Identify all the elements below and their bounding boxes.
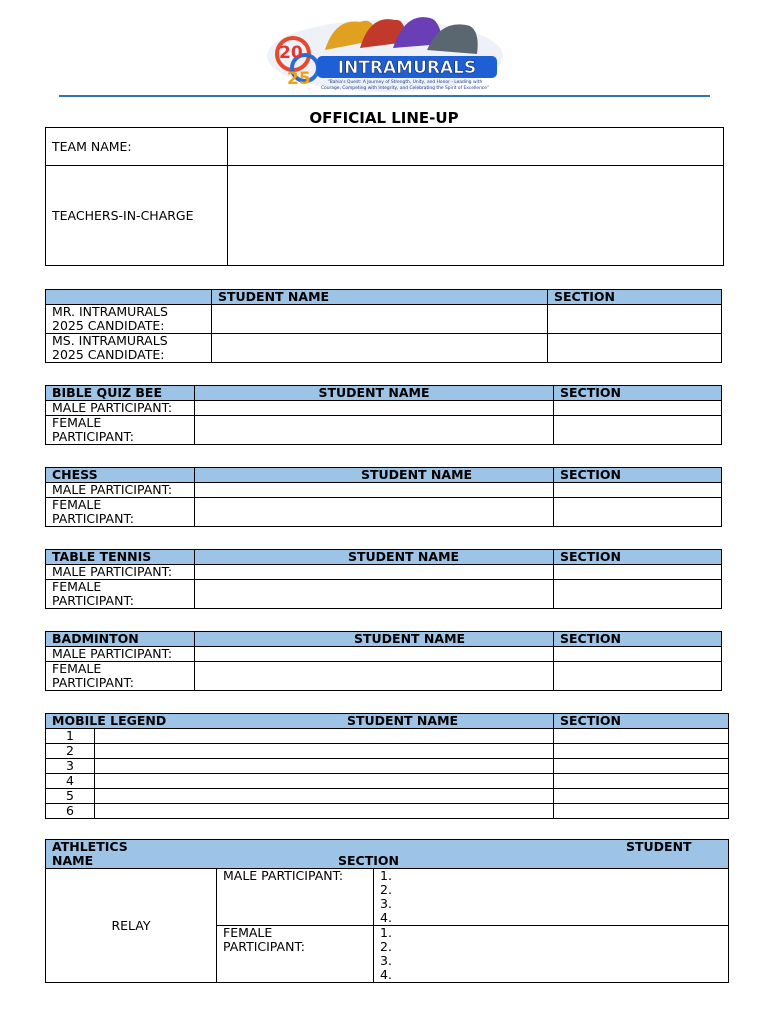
- female-name-field[interactable]: [195, 498, 554, 527]
- player-section-field[interactable]: [554, 759, 729, 774]
- athletics-table: [45, 839, 729, 983]
- ms-candidate-section-field[interactable]: [548, 334, 722, 363]
- female-participant-label: FEMALE PARTICIPANT:: [46, 662, 195, 691]
- athletics-col-section: SECTION: [338, 853, 399, 868]
- male-participant-label: MALE PARTICIPANT:: [46, 647, 195, 662]
- female-participant-label: FEMALE PARTICIPANT:: [46, 498, 195, 527]
- event-col-section: SECTION: [554, 550, 722, 565]
- ms-candidate-name-field[interactable]: [212, 334, 548, 363]
- logo-year-bottom: 25: [287, 69, 311, 89]
- chess-table: [45, 467, 722, 527]
- logo-year-top: 20: [279, 43, 303, 63]
- event-name: CHESS: [46, 468, 195, 483]
- female-section-field[interactable]: [554, 662, 722, 691]
- player-section-field[interactable]: [554, 744, 729, 759]
- mr-candidate-section-field[interactable]: [548, 305, 722, 334]
- candidates-col-name: STUDENT NAME: [212, 290, 548, 305]
- female-section-field[interactable]: [554, 416, 722, 445]
- athletics-col-name: NAME: [52, 853, 94, 868]
- logo-tagline-2: Courage, Competing with Integrity, and Celebrating the Spirit of Excellence": [320, 86, 490, 91]
- male-name-field[interactable]: [195, 401, 554, 416]
- relay-male-number: 4.: [380, 910, 392, 925]
- player-section-field[interactable]: [554, 804, 729, 819]
- candidates-col-section: SECTION: [548, 290, 722, 305]
- relay-female-list[interactable]: [374, 926, 729, 983]
- athletics-title: ATHLETICS: [52, 839, 128, 854]
- event-col-name: STUDENT NAME: [195, 386, 554, 401]
- relay-female-label: FEMALE PARTICIPANT:: [217, 926, 374, 983]
- mobile-legend-header: [46, 714, 554, 729]
- relay-female-number: 1.: [380, 925, 392, 940]
- ms-candidate-label: MS. INTRAMURALS 2025 CANDIDATE:: [46, 334, 212, 363]
- player-section-field[interactable]: [554, 729, 729, 744]
- player-number: 4: [46, 774, 95, 789]
- relay-male-number: 1.: [380, 868, 392, 883]
- event-name: BADMINTON: [46, 632, 195, 647]
- male-name-field[interactable]: [195, 483, 554, 498]
- teachers-label: TEACHERS-IN-CHARGE: [46, 166, 228, 266]
- event-col-section: SECTION: [554, 468, 722, 483]
- player-name-field[interactable]: [95, 774, 554, 789]
- event-name: BIBLE QUIZ BEE: [46, 386, 195, 401]
- player-name-field[interactable]: [95, 759, 554, 774]
- event-col-name: STUDENT NAME: [195, 550, 554, 565]
- event-col-name: STUDENT NAME: [195, 468, 554, 483]
- player-name-field[interactable]: [95, 804, 554, 819]
- team-info-table: [45, 127, 724, 266]
- female-participant-label: FEMALE PARTICIPANT:: [46, 580, 195, 609]
- event-col-name: STUDENT NAME: [195, 632, 554, 647]
- athletics-col-student: STUDENT: [626, 839, 692, 854]
- logo-tagline-1: "Bahia's Quest: A Journey of Strength, Unity, and Honor - Leading with: [327, 80, 483, 85]
- player-number: 2: [46, 744, 95, 759]
- athletics-header: [46, 840, 729, 869]
- relay-male-number: 2.: [380, 882, 392, 897]
- page-title: OFFICIAL LINE-UP: [309, 109, 459, 127]
- player-name-field[interactable]: [95, 729, 554, 744]
- male-section-field[interactable]: [554, 483, 722, 498]
- player-name-field[interactable]: [95, 789, 554, 804]
- mr-candidate-name-field[interactable]: [212, 305, 548, 334]
- event-col-section: SECTION: [554, 632, 722, 647]
- candidates-header-blank: [46, 290, 212, 305]
- mr-candidate-label: MR. INTRAMURALS 2025 CANDIDATE:: [46, 305, 212, 334]
- player-number: 1: [46, 729, 95, 744]
- teachers-field[interactable]: [228, 166, 724, 266]
- badminton-table: [45, 631, 722, 691]
- male-participant-label: MALE PARTICIPANT:: [46, 401, 195, 416]
- player-name-field[interactable]: [95, 744, 554, 759]
- logo-wordmark: INTRAMURALS: [337, 58, 477, 78]
- header-rule: [59, 95, 710, 97]
- female-name-field[interactable]: [195, 416, 554, 445]
- male-name-field[interactable]: [195, 647, 554, 662]
- player-number: 6: [46, 804, 95, 819]
- table-tennis-table: [45, 549, 722, 609]
- team-name-field[interactable]: [228, 128, 724, 166]
- intramurals-logo: [265, 10, 505, 94]
- player-section-field[interactable]: [554, 774, 729, 789]
- male-name-field[interactable]: [195, 565, 554, 580]
- relay-female-number: 4.: [380, 967, 392, 982]
- female-section-field[interactable]: [554, 580, 722, 609]
- male-section-field[interactable]: [554, 565, 722, 580]
- event-col-section: SECTION: [554, 386, 722, 401]
- player-number: 3: [46, 759, 95, 774]
- team-name-label: TEAM NAME:: [46, 128, 228, 166]
- event-name: TABLE TENNIS: [46, 550, 195, 565]
- relay-label: RELAY: [46, 869, 217, 983]
- female-name-field[interactable]: [195, 662, 554, 691]
- female-section-field[interactable]: [554, 498, 722, 527]
- player-section-field[interactable]: [554, 789, 729, 804]
- relay-female-number: 2.: [380, 939, 392, 954]
- event-col-section: SECTION: [554, 714, 729, 729]
- relay-male-label: MALE PARTICIPANT:: [217, 869, 374, 926]
- male-participant-label: MALE PARTICIPANT:: [46, 483, 195, 498]
- female-name-field[interactable]: [195, 580, 554, 609]
- relay-female-number: 3.: [380, 953, 392, 968]
- mobile-legend-table: [45, 713, 729, 819]
- candidates-table: [45, 289, 722, 363]
- male-participant-label: MALE PARTICIPANT:: [46, 565, 195, 580]
- male-section-field[interactable]: [554, 647, 722, 662]
- bible-quiz-table: [45, 385, 722, 445]
- relay-male-number: 3.: [380, 896, 392, 911]
- relay-male-list[interactable]: [374, 869, 729, 926]
- event-name: MOBILE LEGEND: [52, 713, 167, 728]
- player-number: 5: [46, 789, 95, 804]
- event-col-name: STUDENT NAME: [347, 713, 459, 728]
- female-participant-label: FEMALE PARTICIPANT:: [46, 416, 195, 445]
- male-section-field[interactable]: [554, 401, 722, 416]
